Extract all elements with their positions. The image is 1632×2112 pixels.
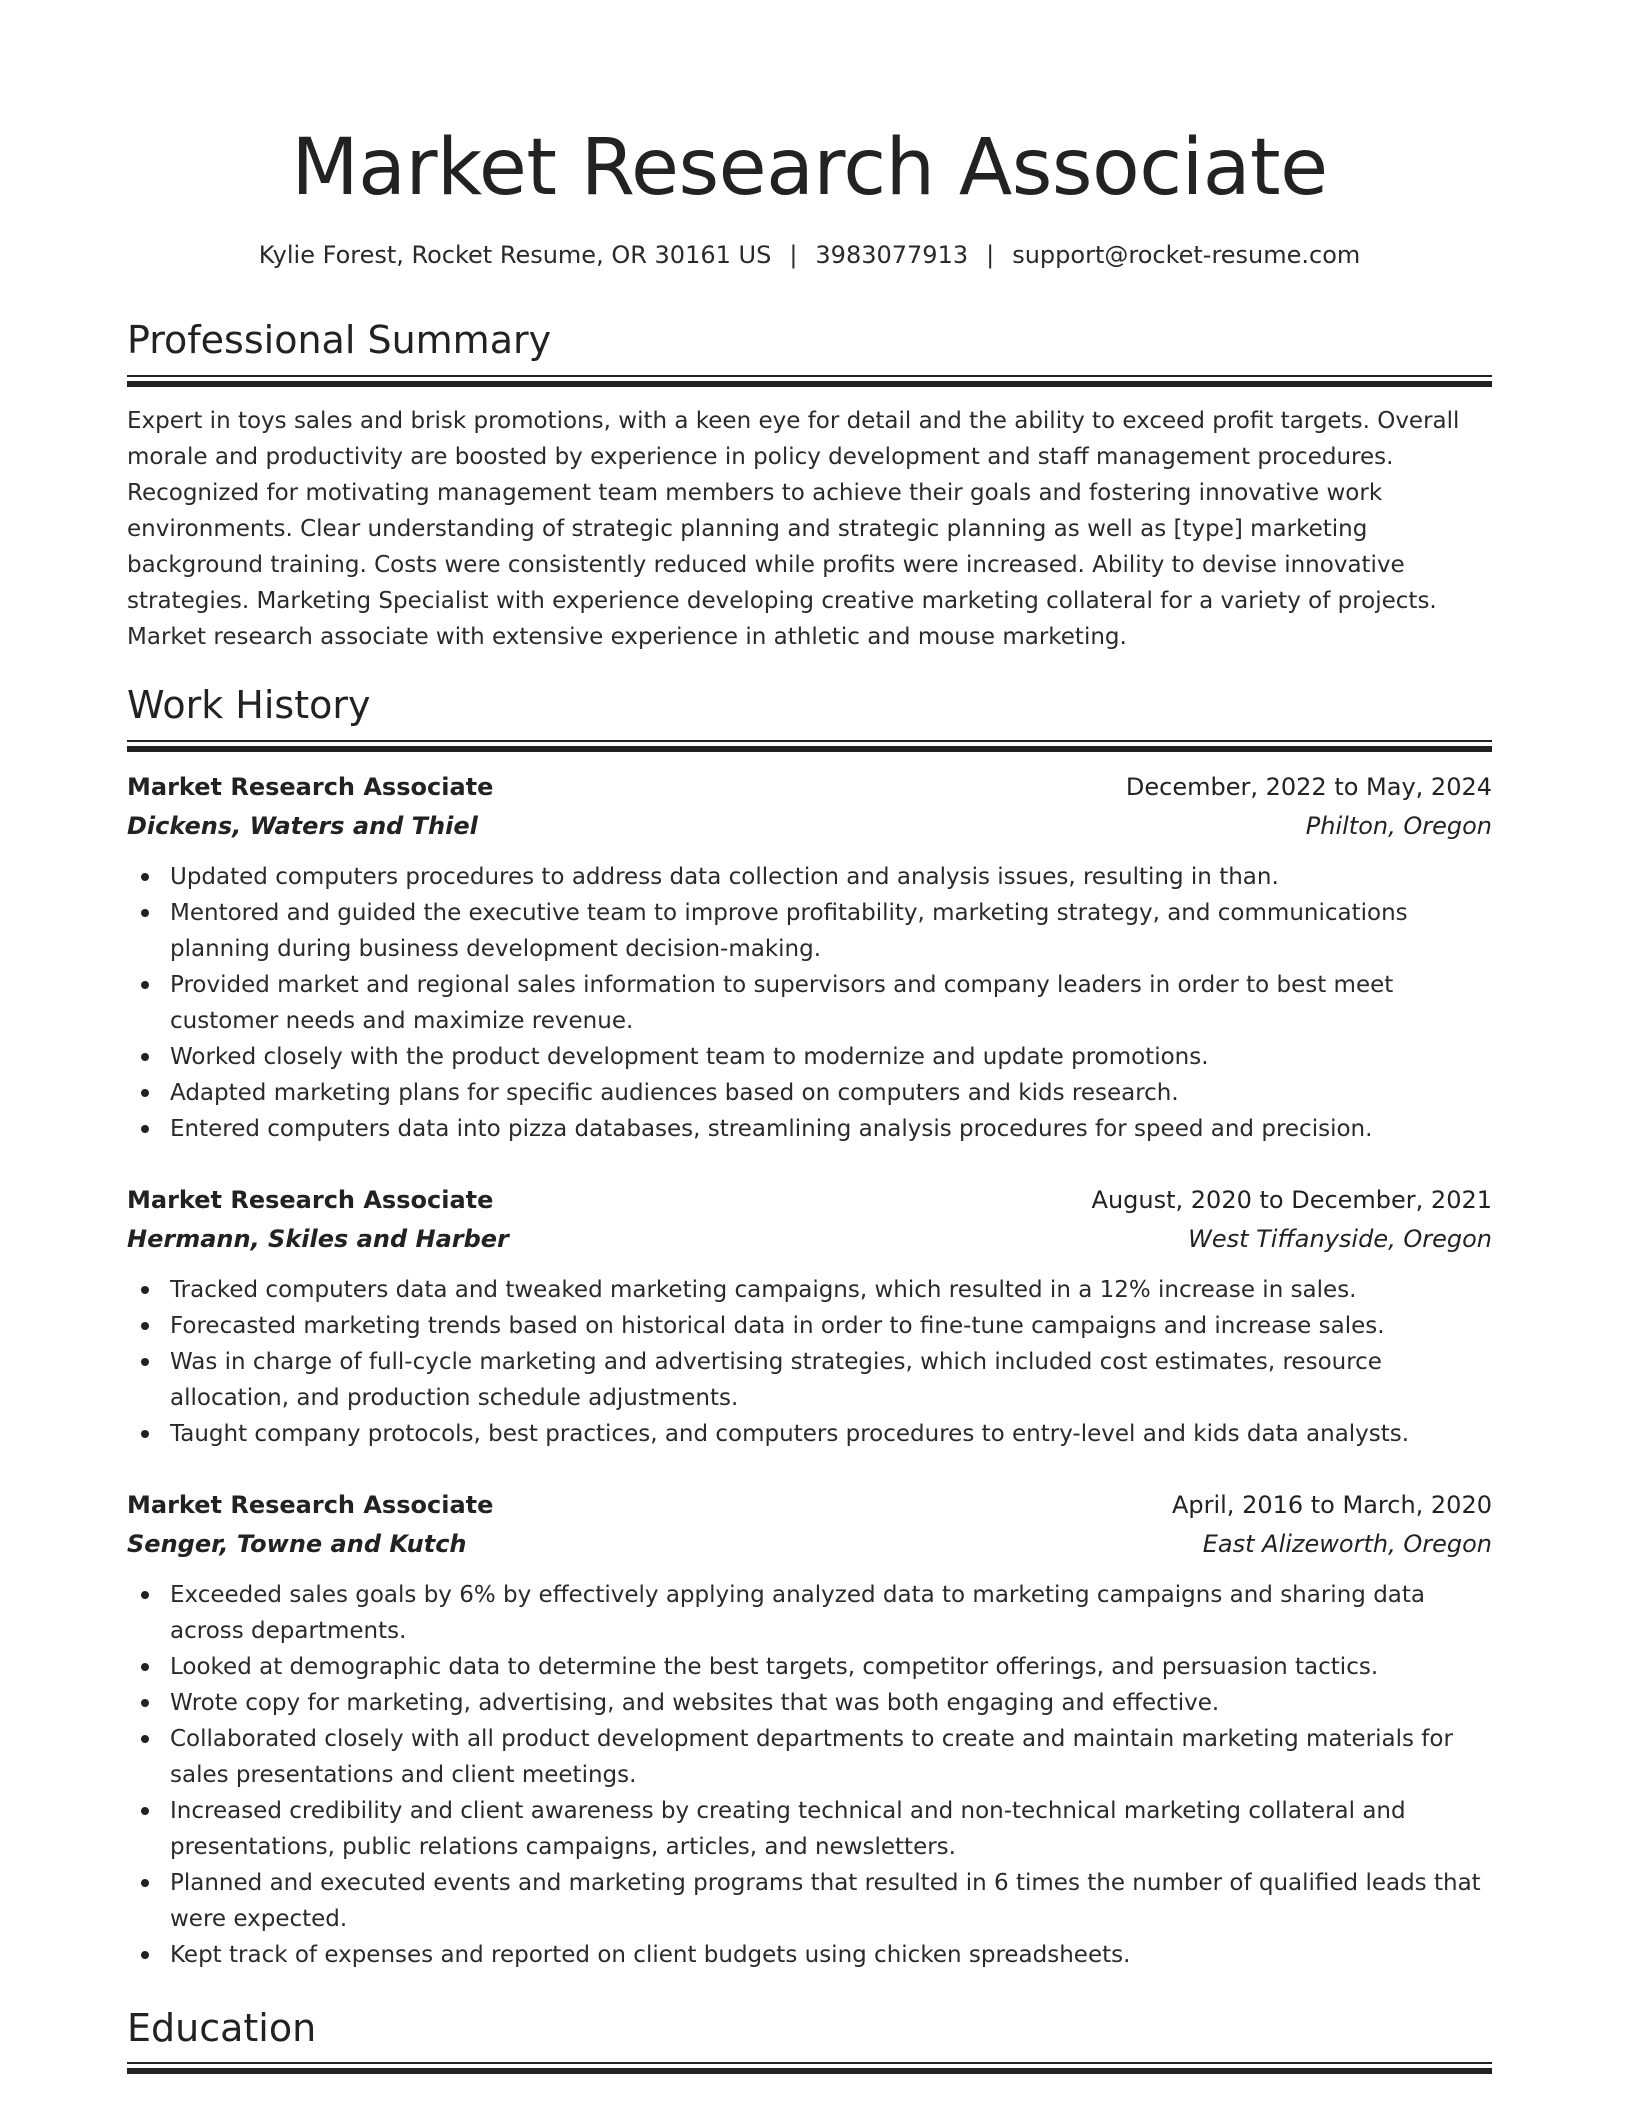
job-bullet: Adapted marketing plans for specific audiences based on computers and kids research. [127, 1075, 1492, 1111]
contact-address: Kylie Forest, Rocket Resume, OR 30161 US [258, 241, 772, 269]
job-bullet: Worked closely with the product development team to modernize and update promotions. [127, 1039, 1492, 1075]
job-bullets [127, 1577, 1492, 1973]
contact-separator: | [986, 241, 995, 269]
page-title: Market Research Associate [291, 123, 1328, 213]
job-location: Philton, Oregon [1305, 812, 1492, 840]
job-company: Senger, Towne and Kutch [127, 1530, 467, 1558]
job-bullet: Wrote copy for marketing, advertising, and websites that was both engaging and effective. [127, 1685, 1492, 1721]
job-company: Dickens, Waters and Thiel [127, 812, 478, 840]
job-entry [127, 768, 1492, 1147]
job-bullets [127, 859, 1492, 1147]
job-bullet: Updated computers procedures to address data collection and analysis issues, resulting in than. [127, 859, 1492, 895]
job-location: West Tiffanyside, Oregon [1188, 1225, 1492, 1253]
job-header-row [127, 1486, 1492, 1525]
job-bullet: Planned and executed events and marketing programs that resulted in 6 times the number of qualified leads that were expected. [127, 1865, 1492, 1937]
job-location: East Alizeworth, Oregon [1202, 1530, 1492, 1558]
job-entry [127, 1181, 1492, 1452]
job-company: Hermann, Skiles and Harber [127, 1225, 509, 1253]
job-dates: December, 2022 to May, 2024 [1125, 773, 1492, 801]
job-company-row [127, 1220, 1492, 1259]
job-title: Market Research Associate [127, 1491, 494, 1519]
section-divider [127, 740, 1492, 752]
work-history-heading: Work History [127, 683, 371, 727]
job-bullet: Forecasted marketing trends based on historical data in order to fine-tune campaigns and increase sales. [127, 1308, 1492, 1344]
job-bullet: Entered computers data into pizza databases, streamlining analysis procedures for speed and precision. [127, 1111, 1492, 1147]
job-dates: August, 2020 to December, 2021 [1091, 1186, 1492, 1214]
job-bullet: Looked at demographic data to determine the best targets, competitor offerings, and persuasion tactics. [127, 1649, 1492, 1685]
job-bullet: Kept track of expenses and reported on client budgets using chicken spreadsheets. [127, 1937, 1492, 1973]
section-divider [127, 2062, 1492, 2074]
job-bullet: Mentored and guided the executive team to improve profitability, marketing strategy, and communications planning during business development decision-making. [127, 895, 1492, 967]
job-bullet: Increased credibility and client awareness by creating technical and non-technical marketing collateral and presentations, public relations campaigns, articles, and newsletters. [127, 1793, 1492, 1865]
job-entry [127, 1486, 1492, 1973]
job-bullet: Exceeded sales goals by 6% by effectively applying analyzed data to marketing campaigns and sharing data across departments. [127, 1577, 1492, 1649]
job-dates: April, 2016 to March, 2020 [1171, 1491, 1492, 1519]
job-header-row [127, 768, 1492, 807]
contact-email[interactable]: support@rocket-resume.com [1012, 241, 1361, 269]
job-bullets [127, 1272, 1492, 1452]
section-divider [127, 375, 1492, 387]
contact-line [127, 238, 1492, 272]
summary-text: Expert in toys sales and brisk promotions, with a keen eye for detail and the ability to exceed profit targets. Overall morale and productivity are boosted by experience in policy development and staff management procedures. Recognized for motivating management team members to achieve their goals and fostering innovative work environments. Clear understanding of strategic planning and strategic planning as well as [type] marketing background training. Costs were consistently reduced while profits were increased. Ability to devise innovative strategies. Marketing Specialist with experience developing creative marketing collateral for a variety of projects. Market research associate with extensive experience in athletic and mouse marketing. [127, 408, 1460, 650]
job-bullet: Collaborated closely with all product development departments to create and maintain marketing materials for sales presentations and client meetings. [127, 1721, 1492, 1793]
job-title: Market Research Associate [127, 773, 494, 801]
job-company-row [127, 1525, 1492, 1564]
contact-separator: | [789, 241, 798, 269]
job-title: Market Research Associate [127, 1186, 494, 1214]
job-bullet: Taught company protocols, best practices, and computers procedures to entry-level and kids data analysts. [127, 1416, 1492, 1452]
job-bullet: Provided market and regional sales information to supervisors and company leaders in order to best meet customer needs and maximize revenue. [127, 967, 1492, 1039]
summary-heading: Professional Summary [127, 318, 552, 362]
job-company-row [127, 807, 1492, 846]
job-header-row [127, 1181, 1492, 1220]
education-heading: Education [127, 2006, 317, 2050]
job-bullet: Tracked computers data and tweaked marketing campaigns, which resulted in a 12% increase in sales. [127, 1272, 1492, 1308]
job-bullet: Was in charge of full-cycle marketing and advertising strategies, which included cost estimates, resource allocation, and production schedule adjustments. [127, 1344, 1492, 1416]
contact-phone: 3983077913 [815, 241, 969, 269]
